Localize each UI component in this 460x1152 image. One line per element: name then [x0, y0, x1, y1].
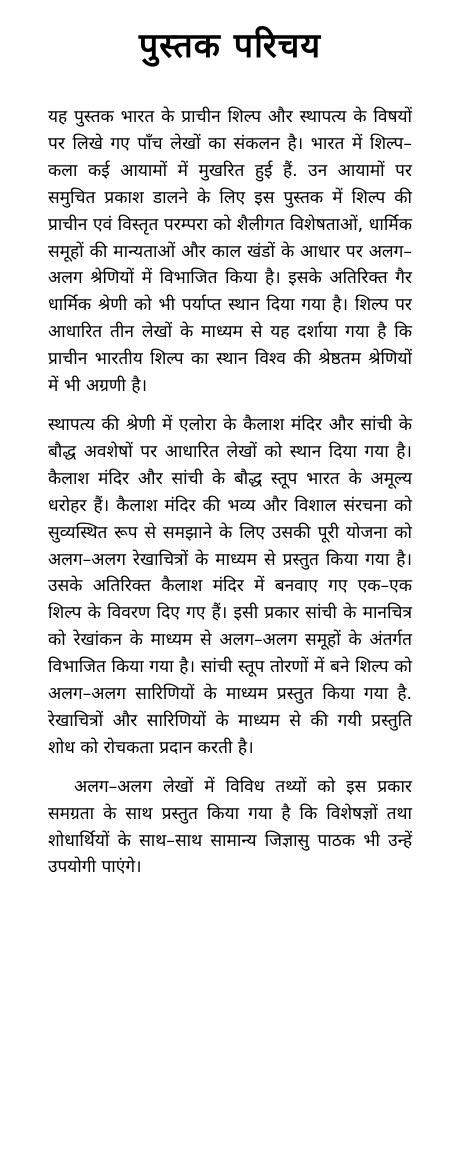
page-title: पुस्तक परिचय: [138, 26, 322, 66]
paragraph-architecture: स्थापत्य की श्रेणी में एलोरा के कैलाश मंदिर और सांची के बौद्ध अवशेषों पर आधारित लेखों को स्थान दिया गया है। कैलाश मंदिर और सांची के बौद्ध स्तूप भारत के अमूल्य धरोहर हैं। कैलाश मंदिर की भव्य और विशाल संरचना को सुव्यस्थित रूप से समझाने के लिए उसकी पूरी योजना को अलग–अलग रेखाचित्रों के माध्यम से प्रस्तुत किया गया है। उसके अतिरिक्त कैलाश मंदिर में बनवाए गए एक–एक शिल्प के विवरण दिए गए हैं। इसी प्रकार सांची के मानचित्र को रेखांकन के माध्यम से अलग–अलग समूहों के अंतर्गत विभाजित किया गया है। सांची स्तूप तोरणों में बने शिल्प को अलग–अलग सारिणियों के माध्यम प्रस्तुत किया गया है. रेखाचित्रों और सारिणियों के माध्यम से की गयी प्रस्तुति शोध को रोचकता प्रदान करती है।: [48, 414, 412, 758]
paragraph-intro: यह पुस्तक भारत के प्राचीन शिल्प और स्थापत्य के विषयों पर लिखे गए पाँच लेखों का संकलन है। भारत में शिल्प–कला कई आयामों में मुखरित हुई हैं. उन आयामों पर समुचित प्रकाश डालने के लिए इस पुस्तक में शिल्प की प्राचीन एवं विस्तृत परम्परा को शैलीगत विशेषताओं, धार्मिक समूहों की मान्यताओं और काल खंडों के आधार पर अलग–अलग श्रेणियों में विभाजित किया है। इसके अतिरिक्त गैर धार्मिक श्रेणी को भी पर्याप्त स्थान दिया गया है। शिल्प पर आधारित तीन लेखों के माध्यम से यह दर्शाया गया है कि प्राचीन भारतीय शिल्प का स्थान विश्व की श्रेष्ठतम श्रेणियों में भी अग्रणी है।: [48, 107, 412, 397]
paragraph-conclusion: अलग–अलग लेखों में विविध तथ्यों को इस प्रकार समग्रता के साथ प्रस्तुत किया गया है कि विशेषज्ञों तथा शोधार्थियों के साथ–साथ सामान्य जिज्ञासु पाठक भी उन्हें उपयोगी पाएंगे।: [48, 776, 412, 878]
